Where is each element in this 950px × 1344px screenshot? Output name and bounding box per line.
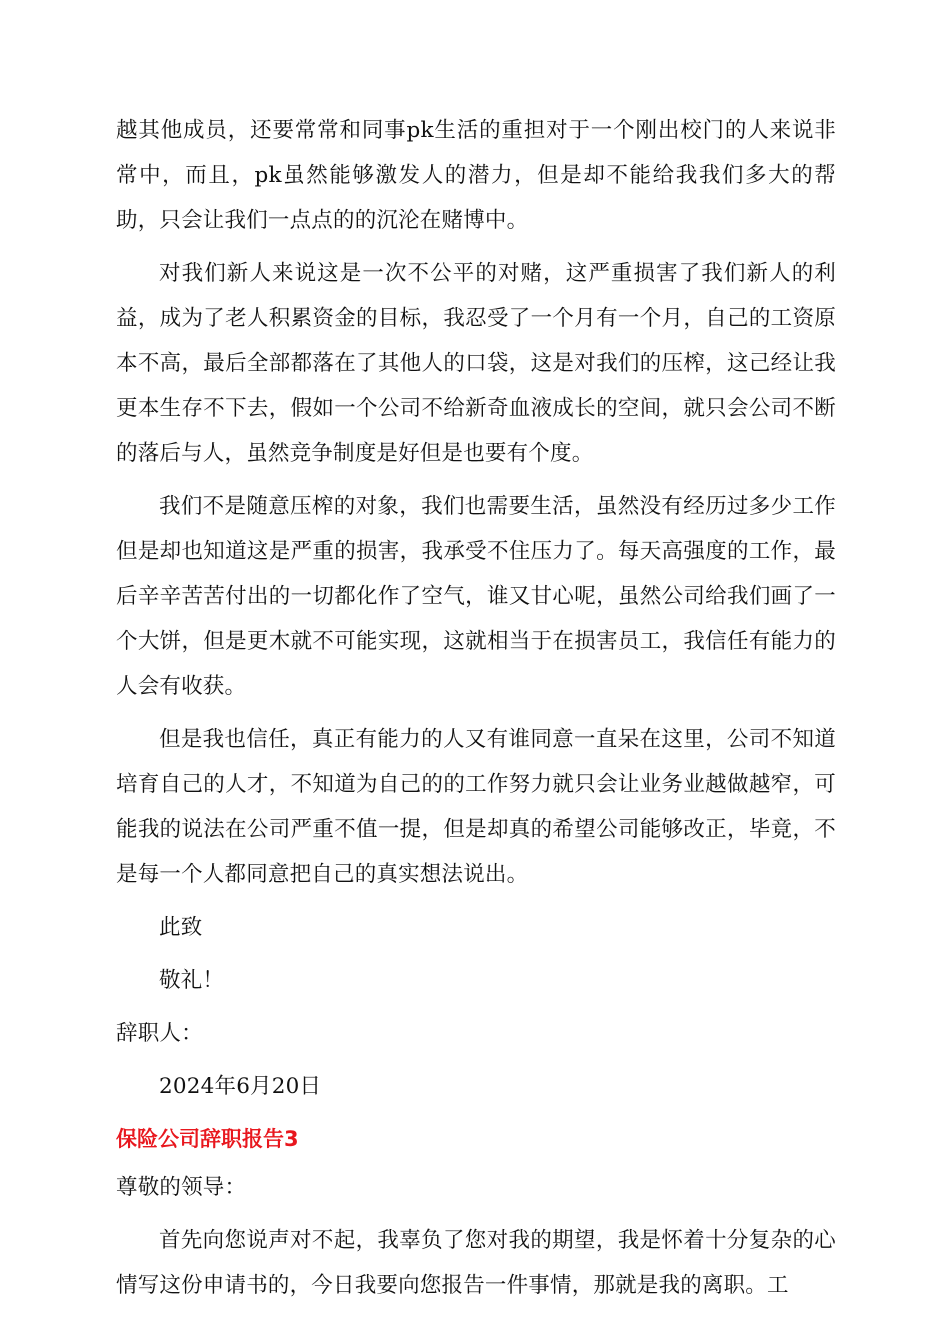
salutation: 尊敬的领导： xyxy=(116,1175,247,1200)
signature-label: 辞职人： xyxy=(116,1021,203,1046)
paragraph: 我们不是随意压榨的对象，我们也需要生活，虽然没有经历过多少工作但是却也知道这是严重的损害，我承受不住压力了。每天高强度的工作，最后辛辛苦苦付出的一切都化作了空气，谁又甘心呢，虽然公司给我们画了一个大饼，但是更木就不可能实现，这就相当于在损害员工，我信任有能力的人会有收获。 xyxy=(116,494,836,699)
section-heading: 保险公司辞职报告3 xyxy=(116,1127,299,1151)
paragraph: 对我们新人来说这是一次不公平的对赌，这严重损害了我们新人的利益，成为了老人积累资金的目标，我忍受了一个月有一个月，自己的工资原本不高，最后全部都落在了其他人的口袋，这是对我们的压榨，这己经让我更本生存不下去，假如一个公司不给新奇血液成长的空间，就只会公司不断的落后与人，虽然竞争制度是好但是也要有个度。 xyxy=(116,261,836,466)
date-line: 2024年6月20日 xyxy=(159,1074,322,1099)
closing-line: 此致 xyxy=(159,915,203,940)
paragraph-continuation: 越其他成员，还要常常和同事pk生活的重担对于一个刚出校门的人来说非常中，而且，pk虽然能够激发人的潜力，但是却不能给我我们多大的帮助，只会让我们一点点的的沉沦在赌博中。 xyxy=(116,118,836,233)
closing-salute: 敬礼！ xyxy=(159,968,225,993)
document-page xyxy=(116,108,836,1316)
paragraph: 但是我也信任，真正有能力的人又有谁同意一直呆在这里，公司不知道培育自己的人才，不知道为自己的的工作努力就只会让业务业越做越窄，可能我的说法在公司严重不值一提，但是却真的希望公司能够改正，毕竟，不是每一个人都同意把自己的真实想法说出。 xyxy=(116,727,836,887)
paragraph: 首先向您说声对不起，我辜负了您对我的期望，我是怀着十分复杂的心情写这份申请书的，今日我要向您报告一件事情，那就是我的离职。工 xyxy=(116,1228,836,1298)
